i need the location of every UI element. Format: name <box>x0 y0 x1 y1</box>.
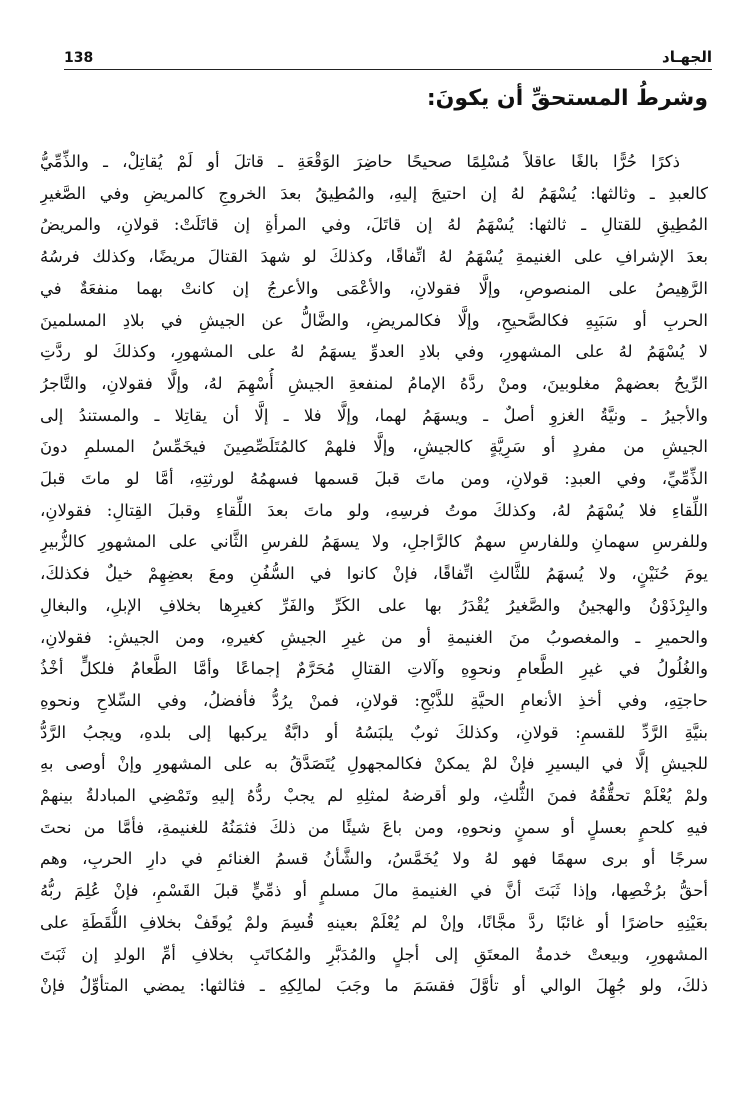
text-line: ذكرًا حُرًّا بالغًا عاقلاً مُسْلِمًا صحيحًا حاضِرَ الوَقْعَةِ ـ قاتلَ أو لَمْ يُقاتِلْ، ـ والذِّمِّيُّ <box>40 152 680 171</box>
text-line: فيهِ كلحمٍ بعسلٍ أو سمنٍ ونحوهِ، ومن باعَ شيئًا من ذلكَ فثمَنُهُ للغنيمةِ، فأمَّا من نحتَ <box>40 817 708 837</box>
header-rule <box>64 69 712 70</box>
body-text <box>40 146 708 1086</box>
text-line: والحميرِ ـ والمغصوبُ منَ الغنيمةِ أو من غيرِ الجيشِ كغيرهِ، ومن الجيشِ: فقولانِ، <box>40 627 708 647</box>
running-title: الجهـاد <box>662 48 712 66</box>
text-line: المشهورِ، وبيعتْ خدمةُ المعتَقِ إلى أجلٍ والمُدَبَّرِ والمُكاتَبِ بخلافِ أمِّ الولدِ إن ثَبَتَ <box>40 944 708 964</box>
text-line: المُطِيقِ للقتالِ ـ ثالثها: يُسْهَمُ لهُ إن قاتَلَ، وفي المرأةِ إن قاتَلَتْ: قولانِ، والمريضُ <box>40 215 708 235</box>
section-heading: وشرطُ المستحقِّ أن يكونَ: <box>426 86 708 111</box>
text-line: لا يُسْهَمُ لهُ على المشهورِ، وفي بلادِ العدوِّ يسهَمُ لهُ على المشهورِ، وكذلكَ لو ردَّتِ <box>40 342 708 362</box>
text-line: بعدَ الإشرافِ على الغنيمةِ يُسْهَمُ لهُ اتِّفاقًا، وكذلكَ لو شهدَ القتالَ مريضًا، وكذلك فرسُهُ <box>40 247 708 267</box>
text-line: ولمْ يُعْلَمْ تحقُّقُهُ فمنَ الثُّلثِ، ولو أقرضهُ لمثلِهِ لم يجبْ ردُّهُ إليهِ وتَمْضِي المبادلةُ بينهمْ <box>40 786 708 806</box>
text-line: الرَّهِيصُ على المنصوصِ، وإلَّا فقولانِ، والأعْمَى والأعرجُ إن كانتْ بهما منفعَةٌ في <box>40 278 708 298</box>
text-line: للجيشِ إلَّا في اليسيرِ فإنْ لمْ يمكنْ فكالمجهولِ يُتَصَدَّقُ به على المشهورِ وإنْ أوصى بهِ <box>40 754 708 774</box>
text-line: بعَيْنِهِ حاضرًا أو غائبًا ردَّ مجَّانًا، وإنْ لم يُعْلَمْ بعينهِ قُسِمَ ولمْ يُوقَفْ بخلافِ اللُّقَطَةِ على <box>40 912 708 932</box>
text-line: سرجًا أو برى سهمًا فهو لهُ ولا يُخَمَّسُ، والشَّأنُ قسمُ الغنائمِ في دارِ الحربِ، وهم <box>40 849 708 869</box>
text-line: والغُلُولُ في غيرِ الطَّعامِ ونحوِهِ وآلاتِ القتالِ مُحَرَّمٌ إجماعًا وأمَّا الطَّعامُ فلكلٍّ أخْذُ <box>40 659 708 679</box>
text-line: الحربِ أو سَبَبِهِ فكالصَّحيحِ، وإلَّا فكالمريضِ، والضَّالُّ عن الجيشِ في بلادِ المسلمينَ <box>40 310 708 330</box>
page-number: 138 <box>64 50 94 66</box>
page-header <box>64 40 712 66</box>
text-line: يومَ حُنَيْنٍ، ولا يُسهَمُ للثَّالثِ اتِّفاقًا، فإنْ كانوا في السُّفُنِ ومعَ بعضِهِمْ خيلٌ فكذلكَ، <box>40 564 708 584</box>
text-line: بنيَّةِ الرَّدِّ للقسمِ: قولانِ، وكذلكَ ثوبٌ يلبَسُهُ أو دابَّةٌ يركبها إلى بلدهِ، ويجبُ الرَّدُّ <box>40 722 708 742</box>
text-line: أحقُّ برُخْصِها، وإذا ثَبَتَ أنَّ في الغنيمةِ مالَ مسلمٍ أو ذمِّيٍّ قبلَ القَسْمِ، فإنْ عُلِمَ ربُّهُ <box>40 881 708 901</box>
text-line: الذِّمِّيِّ، وفي العبدِ: قولانِ، ومن ماتَ قبلَ قسمها فسهمُهُ لورثتِهِ، أمَّا لو ماتَ قبلَ <box>40 469 708 489</box>
text-line: وللفرسِ سهمانِ وللفارسِ سهمٌ كالرَّاجلِ، ولا يسهَمُ للفرسِ الثَّاني على المشهورِ كالزُّبيرِ <box>40 532 708 552</box>
text-line: والأجيرُ ـ ونيَّةُ الغزوِ أصلٌ ـ ويسهَمُ لهما، وإلَّا فلا ـ إلَّا أن يقاتِلا ـ والمستندُ إلى <box>40 405 708 425</box>
text-line: والبِرْذَوْنُ والهجينُ والصَّغيرُ يُقْدَرُ بها على الكَرِّ والفَرِّ كغيرِها بخلافِ الإبلِ، والبغالِ <box>40 595 708 615</box>
text-line: اللِّقاءِ فلا يُسْهَمُ لهُ، وكذلكَ موتُ فرسِهِ، ولو ماتَ بعدَ اللِّقاءِ وقبلَ القِتالِ: فقولانِ، <box>40 500 708 520</box>
text-line: حاجتِهِ، وفي أخذِ الأنعامِ الحيَّةِ للذَّبْحِ: قولانِ، فمنْ يرُدُّ فأفضلُ، وفي السِّلاحِ ونحوهِ <box>40 690 708 710</box>
text-line: الرِّيحُ بعضهمْ مغلوبينَ، ومنْ ردَّهُ الإمامُ لمنفعةِ الجيشِ أُسْهِمَ لهُ، وإلَّا فقولانِ، والتَّاجرُ <box>40 373 708 393</box>
text-line: الجيشِ من مفردٍ أو سَرِيَّةٍ كالجيشِ، وإلَّا فلهمْ كالمُتَلَصِّصِينَ فيخَمِّسُ المسلمِ دونَ <box>40 437 708 457</box>
text-line: ذلكَ، ولو جُهِلَ الوالي أو تأوَّلَ فقسَمَ ما وجَبَ لمالِكِهِ ـ فثالثها: يمضي المتأوِّلُ فإنْ <box>40 976 708 996</box>
text-line: كالعبدِ ـ وثالثها: يُسْهَمُ لهُ إن احتيجَ إليهِ، والمُطِيقُ بعدَ الخروجِ كالمريضِ وفي الصَّغيرِ <box>40 183 708 203</box>
